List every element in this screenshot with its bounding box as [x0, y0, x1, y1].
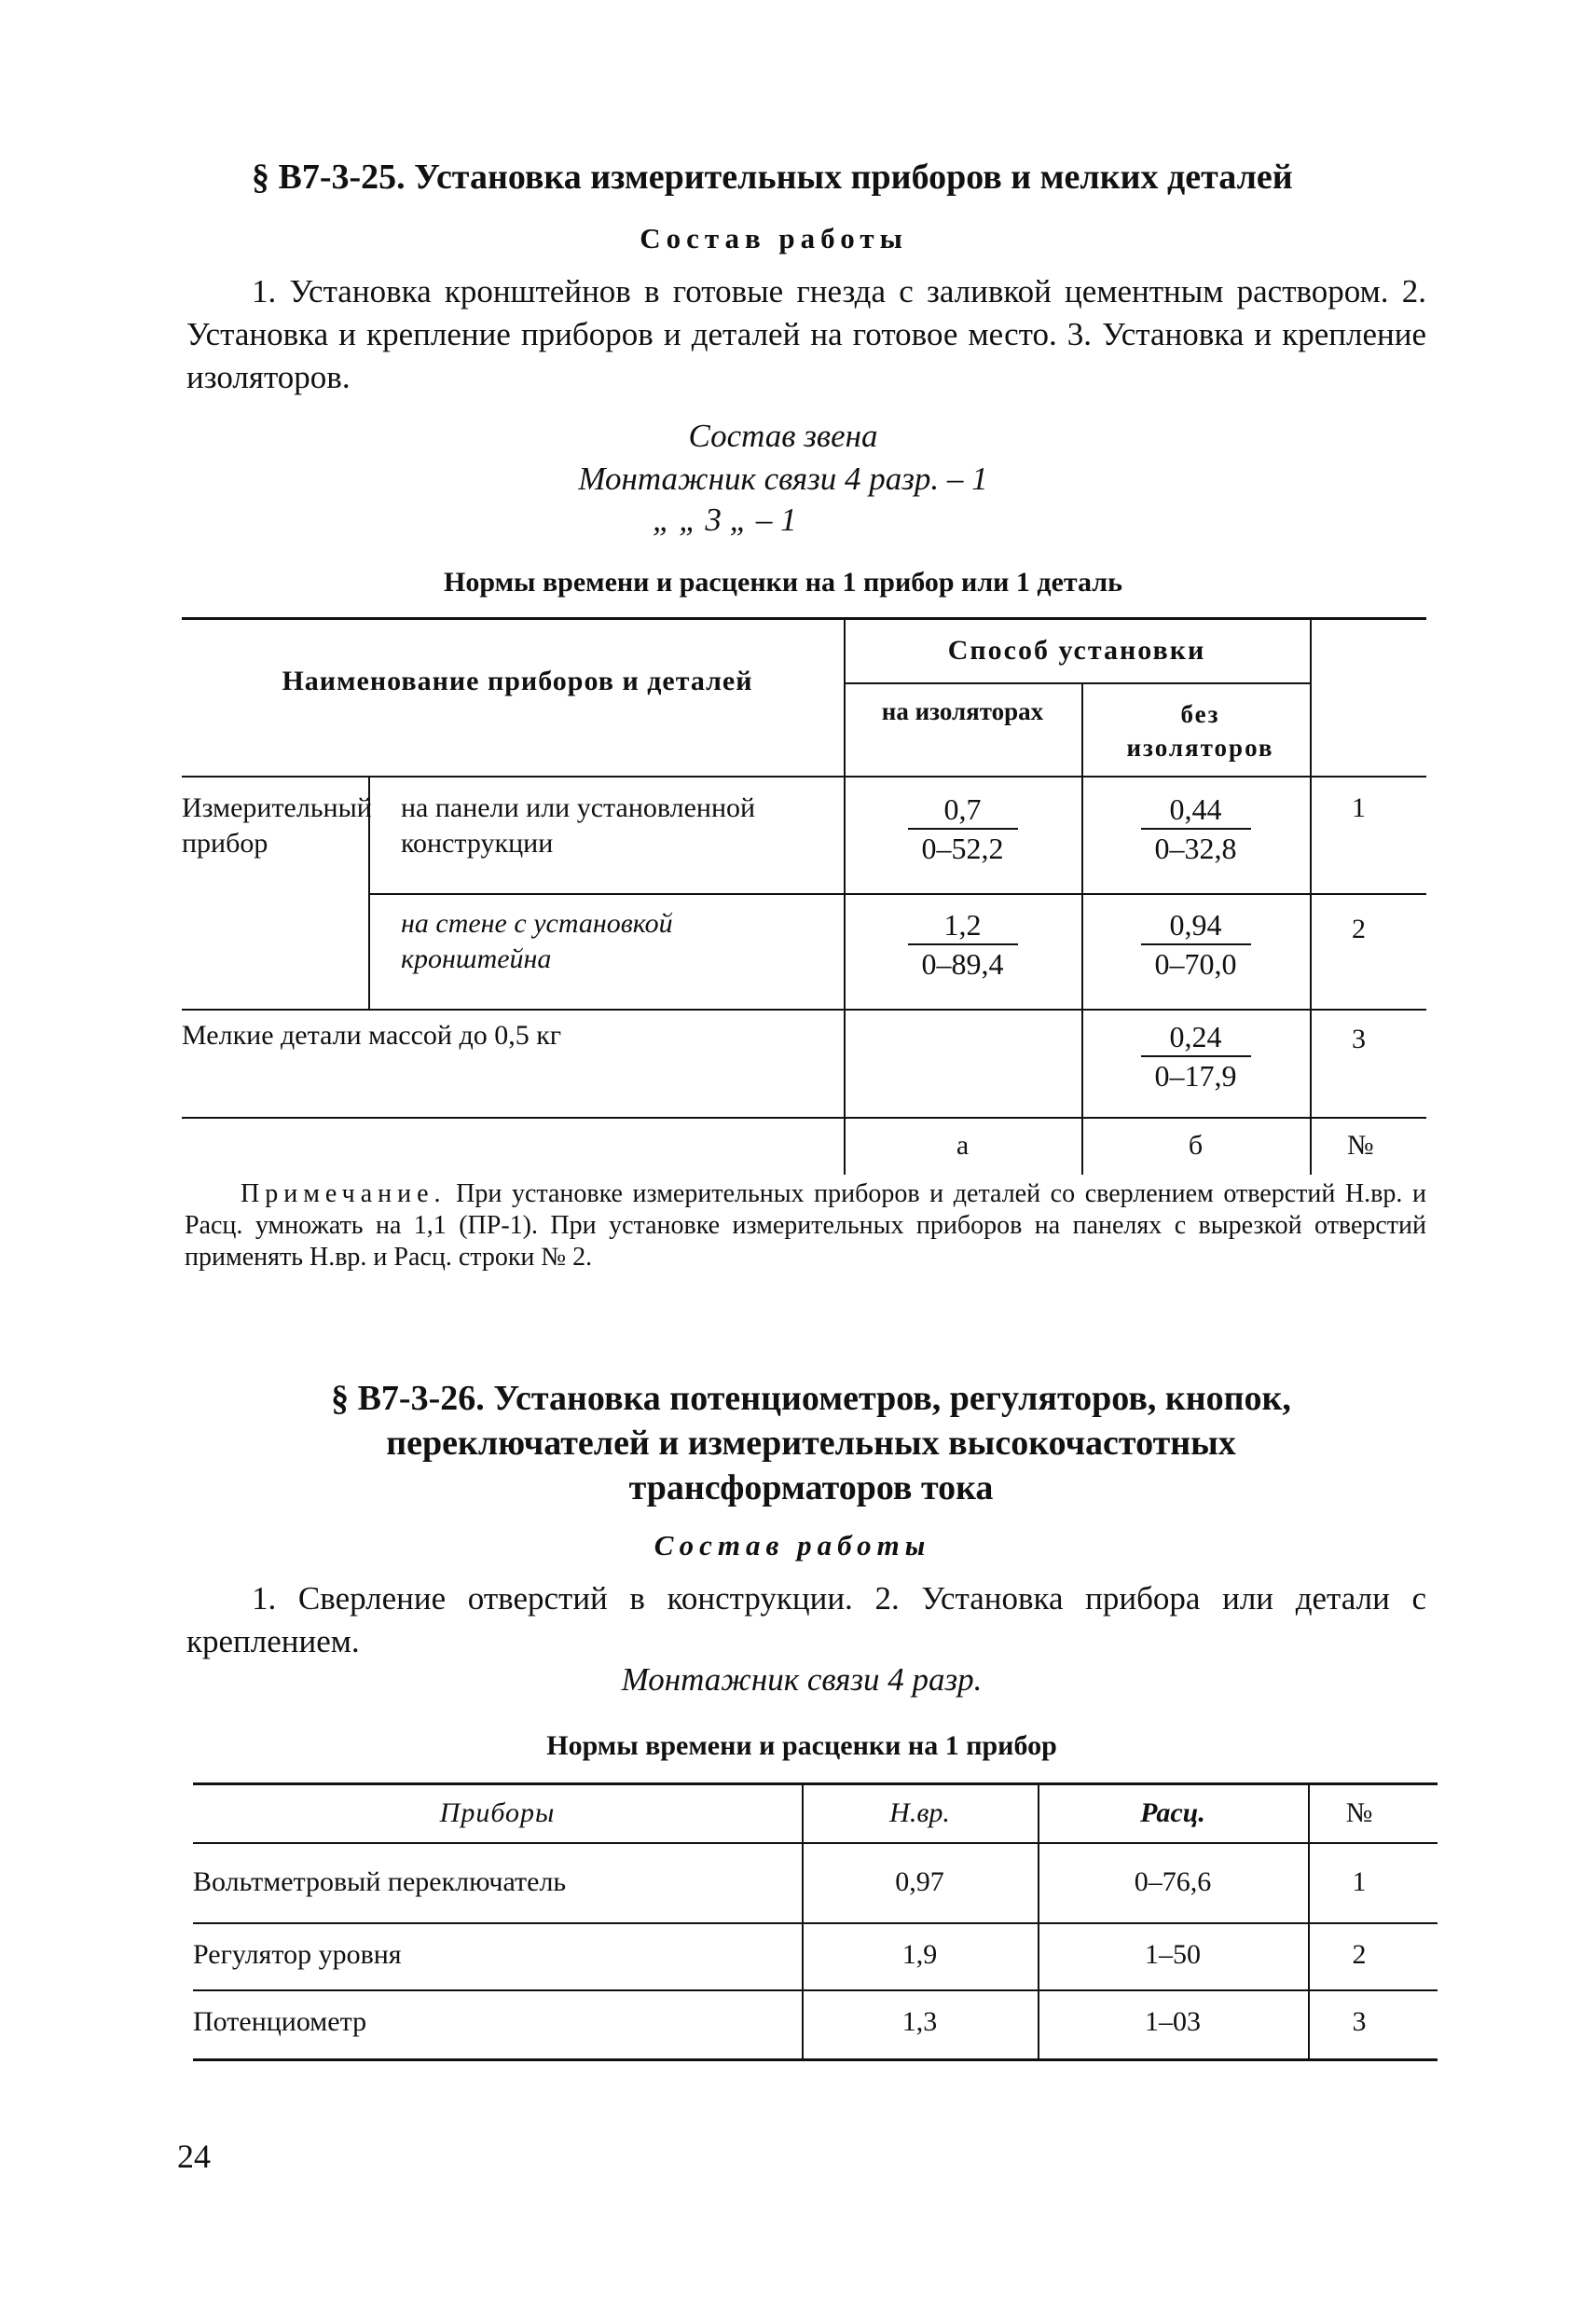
table-1-row-1-a-time: 0,7 [943, 792, 982, 826]
table-1-row-2-value-a [848, 906, 1077, 983]
section-title-b7-3-26-line-3: трансформаторов тока [628, 1468, 994, 1507]
table-2-row-1-no: 1 [1352, 1866, 1367, 1897]
table-1-row-2-b-price: 0–70,0 [1154, 947, 1237, 981]
table-1-row-2-no: 2 [1352, 914, 1366, 944]
table-1-row-1-value-b [1086, 791, 1305, 867]
table-2-header-rasc: Расц. [1140, 1797, 1205, 1828]
crew-heading: Состав звена [688, 418, 878, 454]
crew-line-2: „ „ 3 „ – 1 [653, 502, 797, 538]
table-1-header-name: Наименование приборов и деталей [282, 666, 753, 696]
table-1-row-2-b-time: 0,94 [1169, 908, 1222, 942]
table-2-row2-rule [193, 1989, 1438, 1991]
table-1-col-divider-5 [1081, 776, 1083, 1117]
table-2-row-1-nvr: 0,97 [895, 1866, 944, 1897]
table-2-caption: Нормы времени и расценки на 1 прибор [546, 1730, 1057, 1761]
table-2-row-2-no: 2 [1352, 1939, 1367, 1970]
table-2-row-3-name: Потенциометр [193, 2006, 367, 2037]
table-1-col-divider-6 [1310, 776, 1312, 1117]
section-title-b7-3-26-line-2: переключателей и измерительных высокочастотных [386, 1424, 1236, 1463]
table-1-footer-no: № [1347, 1130, 1374, 1161]
table-1-row-3-b-time: 0,24 [1169, 1020, 1222, 1053]
table-1-row-1-name: на панели или установленной конструкции [401, 792, 756, 859]
table-1-row-3-no: 3 [1352, 1024, 1366, 1054]
table-1-row-1-a-price: 0–52,2 [921, 832, 1004, 865]
table-1-top-rule [182, 617, 1426, 620]
note-label: Примечание. [241, 1179, 447, 1208]
table-1-row-2-a-price: 0–89,4 [921, 947, 1004, 981]
table-1-row-2-name: на стене с установкой кронштейна [401, 908, 673, 974]
table-1-row-1-value-a [848, 791, 1077, 867]
table-2-header-rule [193, 1842, 1438, 1844]
table-2-row-3-no: 3 [1352, 2006, 1367, 2037]
table-2-row-2-rasc: 1–50 [1145, 1939, 1201, 1970]
table-1-header-col-a: на изоляторах [881, 697, 1044, 725]
table-1-header-col-b: без изоляторов [1126, 700, 1274, 762]
table-1-row3-rule [182, 1117, 1426, 1119]
table-1-row-3-b-price: 0–17,9 [1154, 1059, 1237, 1093]
table-1-header-method: Способ установки [947, 635, 1206, 666]
table-2-row-1-name: Вольтметровый переключатель [193, 1866, 567, 1897]
table-1-row2-rule [182, 1009, 1426, 1011]
table-2-row-3-rasc: 1–03 [1145, 2006, 1201, 2037]
table-1-method-rule [844, 682, 1310, 684]
table-1-col-divider-3 [1310, 617, 1312, 776]
table-1-col-divider-2 [1081, 682, 1083, 776]
table-2-row-1-rasc: 0–76,6 [1134, 1866, 1212, 1897]
work-composition-heading-2: Состав работы [654, 1529, 931, 1562]
table-1-footer-divider-3 [1310, 1117, 1312, 1175]
table-2-header-nvr: Н.вр. [889, 1797, 950, 1828]
table-2-row-2-name: Регулятор уровня [193, 1939, 402, 1970]
table-1-note [185, 1178, 1426, 1273]
table-1-row-2-value-b [1086, 906, 1305, 983]
table-2-row1-rule [193, 1922, 1438, 1924]
section-title-b7-3-26-line-1: § В7-3-26. Установка потенциометров, регуляторов, кнопок, [331, 1379, 1291, 1418]
section-title-b7-3-25: § В7-3-25. Установка измерительных приборов и мелких деталей [252, 158, 1293, 197]
table-1-row-3-name: Мелкие детали массой до 0,5 кг [182, 1020, 562, 1051]
table-1-row-1-no: 1 [1352, 792, 1366, 823]
table-1-footer-a: а [956, 1130, 970, 1161]
work-composition-text-2: 1. Сверление отверстий в конструкции. 2. Установка прибора или детали с креплением. [186, 1580, 1426, 1659]
work-composition-heading: Состав работы [640, 222, 908, 255]
table-1-group-label: Измерительный прибор [182, 792, 372, 859]
table-2-bottom-rule [193, 2058, 1438, 2061]
crew-line-1: Монтажник связи 4 разр. – 1 [578, 461, 988, 497]
table-1-row-3-value-b [1086, 1018, 1305, 1094]
table-1-row-2-a-time: 1,2 [943, 908, 982, 942]
crew-line-section-2: Монтажник связи 4 разр. [621, 1661, 983, 1698]
table-1-footer-b: б [1188, 1130, 1204, 1161]
table-2-top-rule [193, 1782, 1438, 1785]
table-1-row1-rule [368, 893, 1426, 895]
table-1-caption: Нормы времени и расценки на 1 прибор или 1 деталь [444, 567, 1122, 598]
work-composition-text: 1. Установка кронштейнов в готовые гнезда с заливкой цементным раствором. 2. Установка и крепление приборов и деталей на готовое место. 3. Установка и крепление изоляторов. [186, 273, 1426, 395]
table-1-row-1-b-time: 0,44 [1169, 792, 1222, 826]
table-2-header-no: № [1345, 1797, 1373, 1828]
note-text: При установке измерительных приборов и деталей со сверлением отверстий Н.вр. и Расц. умножать на 1,1 (ПР-1). При установке измерительных приборов на панелях с вырезкой отверстий применять Н.вр. и Расц. строки № 2. [185, 1179, 1426, 1272]
table-1-col-divider-4 [844, 776, 846, 1117]
table-2-row-3-nvr: 1,3 [901, 2006, 938, 2037]
table-2-header-devices: Приборы [439, 1797, 556, 1828]
page-number: 24 [177, 2138, 211, 2175]
table-2-row-2-nvr: 1,9 [901, 1939, 938, 1970]
table-1-row-1-b-price: 0–32,8 [1154, 832, 1237, 865]
